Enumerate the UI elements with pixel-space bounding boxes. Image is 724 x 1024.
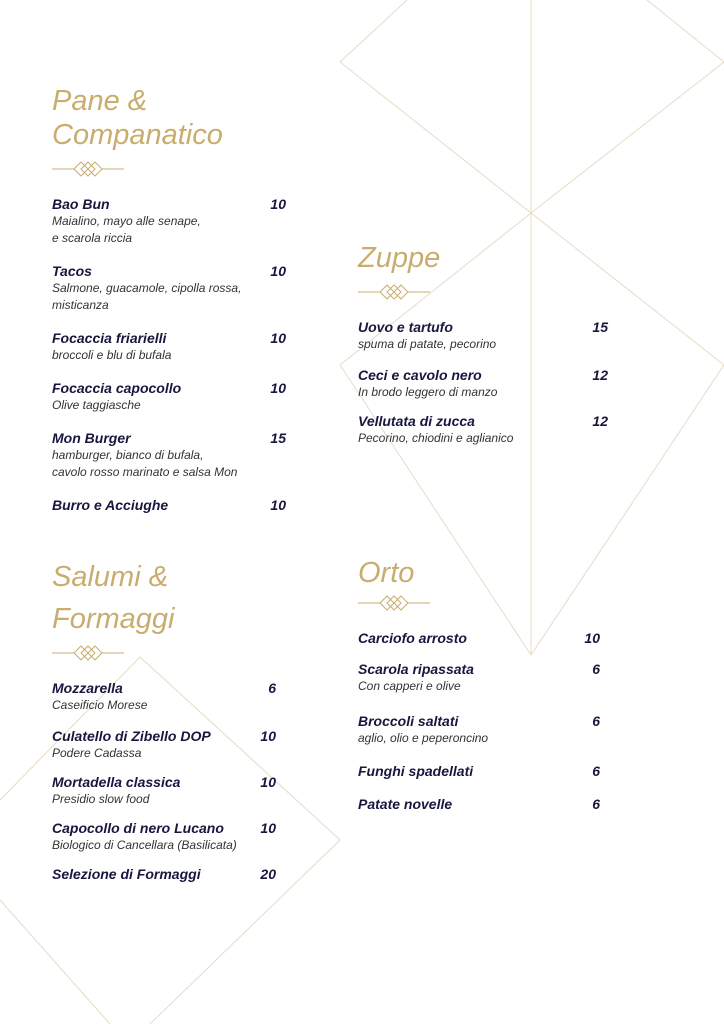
item-description: Salmone, guacamole, cipolla rossa, [52, 281, 242, 295]
item-name: Capocollo di nero Lucano [52, 820, 224, 836]
menu-item [52, 774, 276, 808]
item-price: 10 [584, 630, 600, 646]
item-price: 20 [260, 866, 276, 882]
menu-item [52, 728, 276, 762]
menu-item [358, 319, 608, 353]
item-price: 10 [270, 497, 286, 513]
item-name: Vellutata di zucca [358, 413, 475, 429]
item-name: Broccoli saltati [358, 713, 459, 729]
item-name: Mon Burger [52, 430, 131, 446]
ornament-divider-icon [358, 283, 430, 301]
section-title: Salumi & [52, 561, 169, 593]
menu-item [52, 263, 286, 314]
section-zuppe [358, 241, 608, 459]
section-title: Pane & [52, 85, 148, 117]
menu-item [358, 413, 608, 447]
item-price: 10 [260, 820, 276, 836]
item-price: 6 [592, 713, 600, 729]
ornament-divider-icon [358, 594, 430, 612]
item-price: 10 [270, 380, 286, 396]
item-price: 10 [270, 196, 286, 212]
section-pane-companatico [52, 84, 286, 530]
menu-item [52, 866, 276, 883]
item-description: Con capperi e olive [358, 679, 461, 693]
item-description: In brodo leggero di manzo [358, 385, 498, 399]
item-name: Focaccia friarielli [52, 330, 167, 346]
item-name: Scarola ripassata [358, 661, 474, 677]
item-description: hamburger, bianco di bufala, [52, 448, 204, 462]
section-title: Zuppe [358, 242, 441, 274]
item-description: aglio, olio e peperoncino [358, 731, 489, 745]
ornament-divider-icon [52, 644, 124, 662]
item-name: Patate novelle [358, 796, 453, 812]
menu-item [358, 367, 608, 401]
item-description: Biologico di Cancellara (Basilicata) [52, 838, 237, 852]
menu-item [52, 820, 276, 854]
menu-item [358, 763, 600, 780]
item-price: 15 [270, 430, 286, 446]
section-title: Orto [358, 557, 415, 589]
section-title: Companatico [52, 119, 223, 151]
item-price: 10 [260, 774, 276, 790]
item-description: Presidio slow food [52, 792, 150, 806]
item-name: Bao Bun [52, 196, 110, 212]
item-description: cavolo rosso marinato e salsa Mon [52, 465, 238, 479]
item-price: 10 [270, 330, 286, 346]
menu-item [52, 330, 286, 364]
item-price: 6 [592, 763, 600, 779]
item-description: broccoli e blu di bufala [52, 348, 172, 362]
item-name: Mortadella classica [52, 774, 181, 790]
item-name: Focaccia capocollo [52, 380, 182, 396]
item-description: Olive taggiasche [52, 398, 141, 412]
item-description: e scarola riccia [52, 231, 133, 245]
menu-item [52, 680, 276, 714]
menu-item [358, 713, 600, 747]
section-title: Formaggi [52, 603, 175, 635]
item-name: Mozzarella [52, 680, 123, 696]
item-price: 15 [592, 319, 608, 335]
section-orto [358, 556, 600, 831]
ornament-divider-icon [52, 160, 124, 178]
item-description: Maialino, mayo alle senape, [52, 214, 201, 228]
menu-item [52, 430, 286, 481]
item-name: Burro e Acciughe [52, 497, 169, 513]
item-name: Funghi spadellati [358, 763, 474, 779]
menu-item [358, 796, 600, 813]
item-price: 6 [592, 796, 600, 812]
item-description: Caseificio Morese [52, 698, 148, 712]
item-description: misticanza [52, 298, 109, 312]
item-name: Ceci e cavolo nero [358, 367, 482, 383]
item-name: Tacos [52, 263, 92, 279]
item-price: 6 [592, 661, 600, 677]
item-price: 10 [260, 728, 276, 744]
item-name: Selezione di Formaggi [52, 866, 201, 882]
section-salumi-formaggi [52, 556, 276, 899]
item-price: 12 [592, 413, 608, 429]
item-description: Pecorino, chiodini e aglianico [358, 431, 514, 445]
item-price: 12 [592, 367, 608, 383]
menu-item [358, 630, 600, 647]
item-name: Culatello di Zibello DOP [52, 728, 211, 744]
item-description: spuma di patate, pecorino [358, 337, 497, 351]
item-name: Carciofo arrosto [358, 630, 467, 646]
item-name: Uovo e tartufo [358, 319, 453, 335]
item-description: Podere Cadassa [52, 746, 142, 760]
item-price: 6 [268, 680, 276, 696]
menu-item [52, 380, 286, 414]
item-price: 10 [270, 263, 286, 279]
menu-item [52, 497, 286, 514]
menu-item [358, 661, 600, 695]
menu-item [52, 196, 286, 247]
